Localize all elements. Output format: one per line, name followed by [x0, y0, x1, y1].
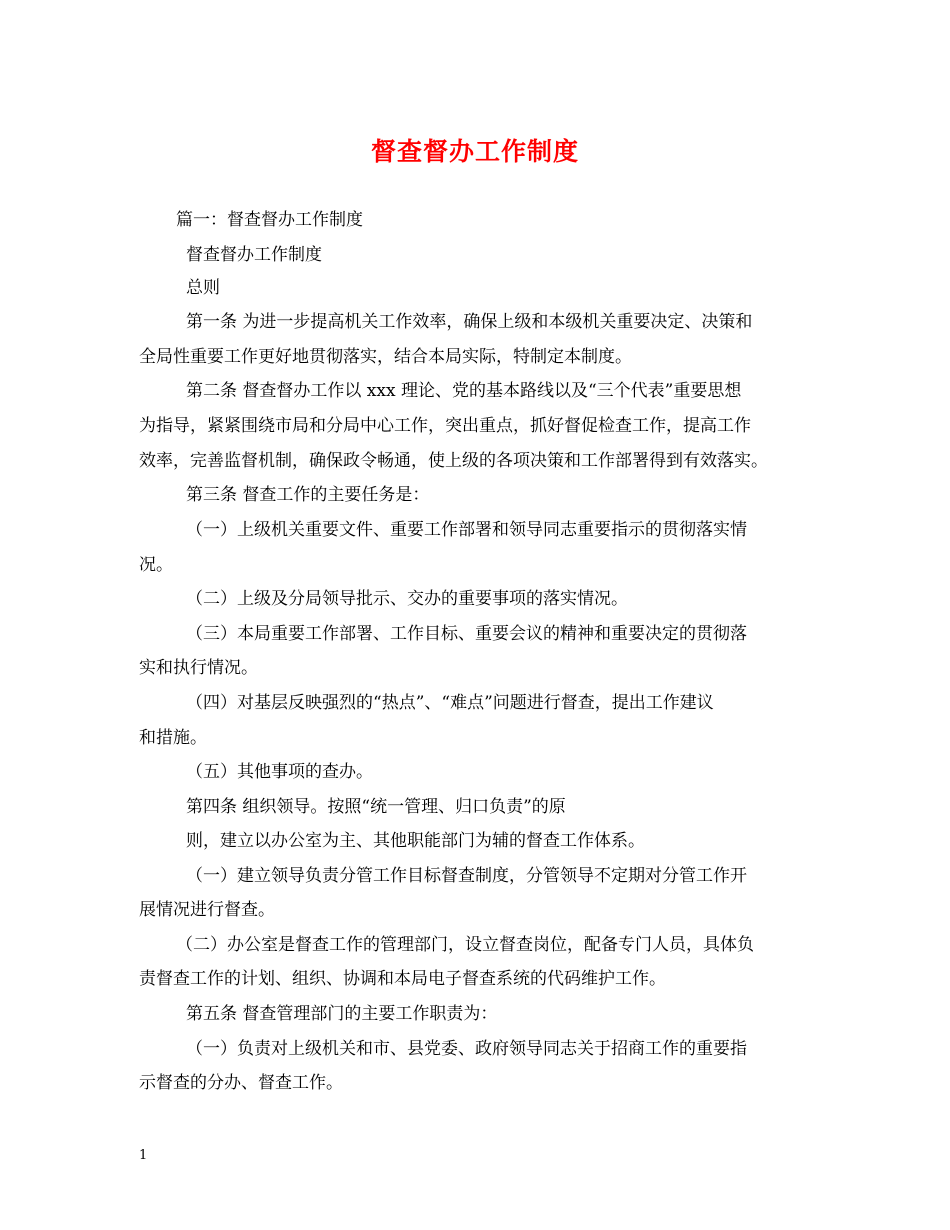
- text-line: 则，建立以办公室为主、其他职能部门为辅的督查工作体系。: [186, 831, 645, 851]
- text-line: 展情况进行督查。: [139, 900, 275, 920]
- text-line: 况。: [139, 555, 173, 575]
- text-line: 实和执行情况。: [139, 658, 258, 678]
- text-line: 全局性重要工作更好地贯彻落实，结合本局实际，特制定本制度。: [139, 347, 632, 367]
- text-line: （二）办公室是督查工作的管理部门，设立督查岗位，配备专门人员，具体负: [176, 935, 754, 955]
- text-line: 第四条 组织领导。按照“统一管理、归口负责”的原: [186, 797, 566, 817]
- text-line: 和措施。: [139, 728, 207, 748]
- text-line: 篇一：督查督办工作制度: [176, 210, 363, 230]
- text-line: （一）建立领导负责分管工作目标督查制度，分管领导不定期对分管工作开: [186, 866, 747, 886]
- text-line: 示督查的分办、督查工作。: [139, 1073, 343, 1093]
- text-line: （二）上级及分局领导批示、交办的重要事项的落实情况。: [186, 589, 628, 609]
- page-number: 1: [139, 1148, 148, 1163]
- text-line: 第二条 督查督办工作以 xxx 理论、党的基本路线以及“三个代表”重要思想: [186, 381, 742, 401]
- text-line: （一）上级机关重要文件、重要工作部署和领导同志重要指示的贯彻落实情: [186, 520, 747, 540]
- text-line: （三）本局重要工作部署、工作目标、重要会议的精神和重要决定的贯彻落: [186, 624, 747, 644]
- text-line: 第三条 督查工作的主要任务是：: [186, 485, 430, 505]
- text-line: 效率，完善监督机制，确保政令畅通，使上级的各项决策和工作部署得到有效落实。: [139, 451, 768, 471]
- document-title: 督查督办工作制度: [370, 137, 579, 166]
- text-line: 第五条 督查管理部门的主要工作职责为：: [186, 1004, 498, 1024]
- text-line: 督查督办工作制度: [186, 245, 322, 265]
- text-line: （一）负责对上级机关和市、县党委、政府领导同志关于招商工作的重要指: [186, 1039, 747, 1059]
- text-line: 责督查工作的计划、组织、协调和本局电子督查系统的代码维护工作。: [139, 969, 666, 989]
- text-line: 总则: [186, 278, 220, 298]
- text-line: 为指导，紧紧围绕市局和分局中心工作，突出重点，抓好督促检查工作，提高工作: [139, 416, 751, 436]
- text-line: 第一条 为进一步提高机关工作效率，确保上级和本级机关重要决定、决策和: [186, 312, 753, 332]
- text-line: （五）其他事项的查办。: [186, 762, 373, 782]
- text-line: （四）对基层反映强烈的“热点”、“难点”问题进行督查，提出工作建议: [186, 693, 714, 713]
